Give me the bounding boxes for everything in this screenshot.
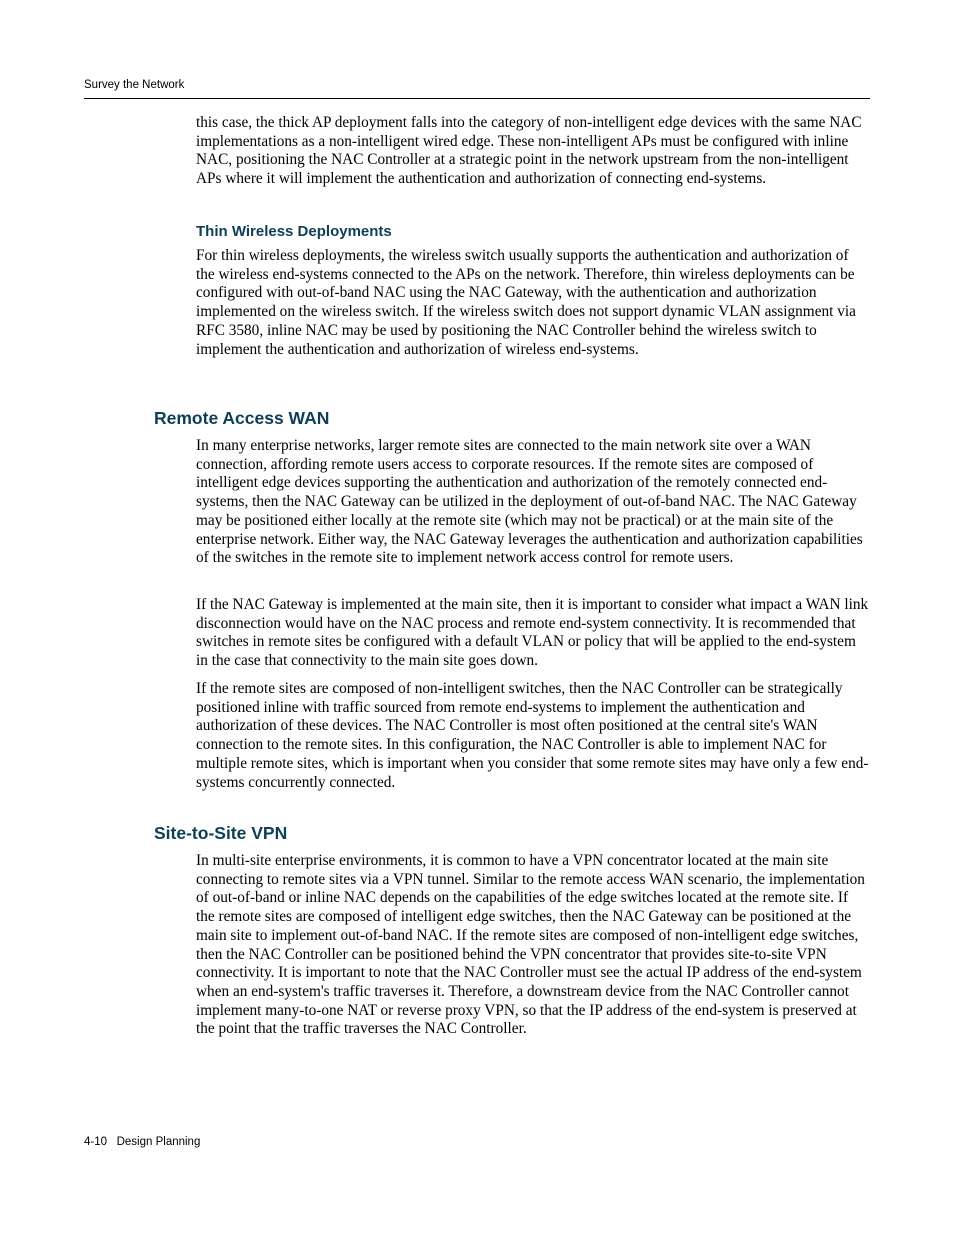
site-to-site-vpn-heading: Site-to-Site VPN: [154, 823, 288, 843]
running-footer: 4-10 Design Planning: [84, 1136, 201, 1148]
intro-paragraph: this case, the thick AP deployment falls into the category of non-intelligent edge devices with the same NAC implementations as a non-intelligent wired edge. These non-intelligent APs must be configured with inline NAC, positioning the NAC Controller at a strategic point in the network upstream from the non-intelligent APs where it will implement the authentication and authorization of connecting end-systems.: [196, 114, 862, 188]
remote-access-wan-heading: Remote Access WAN: [154, 408, 330, 428]
remote-access-wan-paragraph-2: If the NAC Gateway is implemented at the main site, then it is important to consider what impact a WAN link disconnection would have on the NAC process and remote end-system connectivity. It is recommended that switches in remote sites be configured with a default VLAN or policy that will be applied to the end-system in the case that connectivity to the main site goes down.: [196, 596, 869, 670]
site-to-site-vpn-paragraph: In multi-site enterprise environments, it is common to have a VPN concentrator located at the main site connecting to remote sites via a VPN tunnel. Similar to the remote access WAN scenario, the implementation of out-of-band or inline NAC depends on the capabilities of the edge switches located at the remote site. If the remote sites are composed of intelligent edge switches, then the NAC Gateway can be positioned at the main site to implement out-of-band NAC. If the remote sites are composed of non-intelligent edge switches, then the NAC Controller can be positioned behind the VPN concentrator that provides site-to-site VPN connectivity. It is important to note that the NAC Controller must see the actual IP address of the end-system when an end-system's traffic traverses it. Therefore, a downstream device from the NAC Controller cannot implement many-to-one NAT or reverse proxy VPN, so that the IP address of the end-system is preserved at the point that the traffic traverses the NAC Controller.: [196, 852, 865, 1038]
header-rule: [84, 98, 870, 99]
thin-wireless-heading: Thin Wireless Deployments: [196, 223, 392, 240]
remote-access-wan-paragraph-1: In many enterprise networks, larger remote sites are connected to the main network site over a WAN connection, affording remote users access to corporate resources. If the remote sites are composed of intelligent edge devices supporting the authentication and authorization of the remotely connected end-systems, then the NAC Gateway can be utilized in the deployment of out-of-band NAC. The NAC Gateway may be positioned either locally at the remote site (which may not be practical) or at the main site of the enterprise network. Either way, the NAC Gateway leverages the authentication and authorization capabilities of the switches in the remote site to implement network access control for remote users.: [196, 437, 863, 567]
running-header: Survey the Network: [84, 79, 185, 91]
remote-access-wan-paragraph-3: If the remote sites are composed of non-intelligent switches, then the NAC Controller can be strategically positioned inline with traffic sourced from remote end-systems to implement the authentication and authorization of these devices. The NAC Controller is most often positioned at the central site's WAN connection to the remote sites. In this configuration, the NAC Controller is able to implement NAC for multiple remote sites, which is important when you consider that some remote sites may have only a few end-systems concurrently connected.: [196, 680, 869, 791]
thin-wireless-paragraph: For thin wireless deployments, the wireless switch usually supports the authentication and authorization of the wireless end-systems connected to the APs on the network. Therefore, thin wireless deployments can be configured with out-of-band NAC using the NAC Gateway, with the authentication and authorization implemented on the wireless switch. If the wireless switch does not support dynamic VLAN assignment via RFC 3580, inline NAC may be used by positioning the NAC Controller behind the wireless switch to implement the authentication and authorization of wireless end-systems.: [196, 247, 856, 358]
